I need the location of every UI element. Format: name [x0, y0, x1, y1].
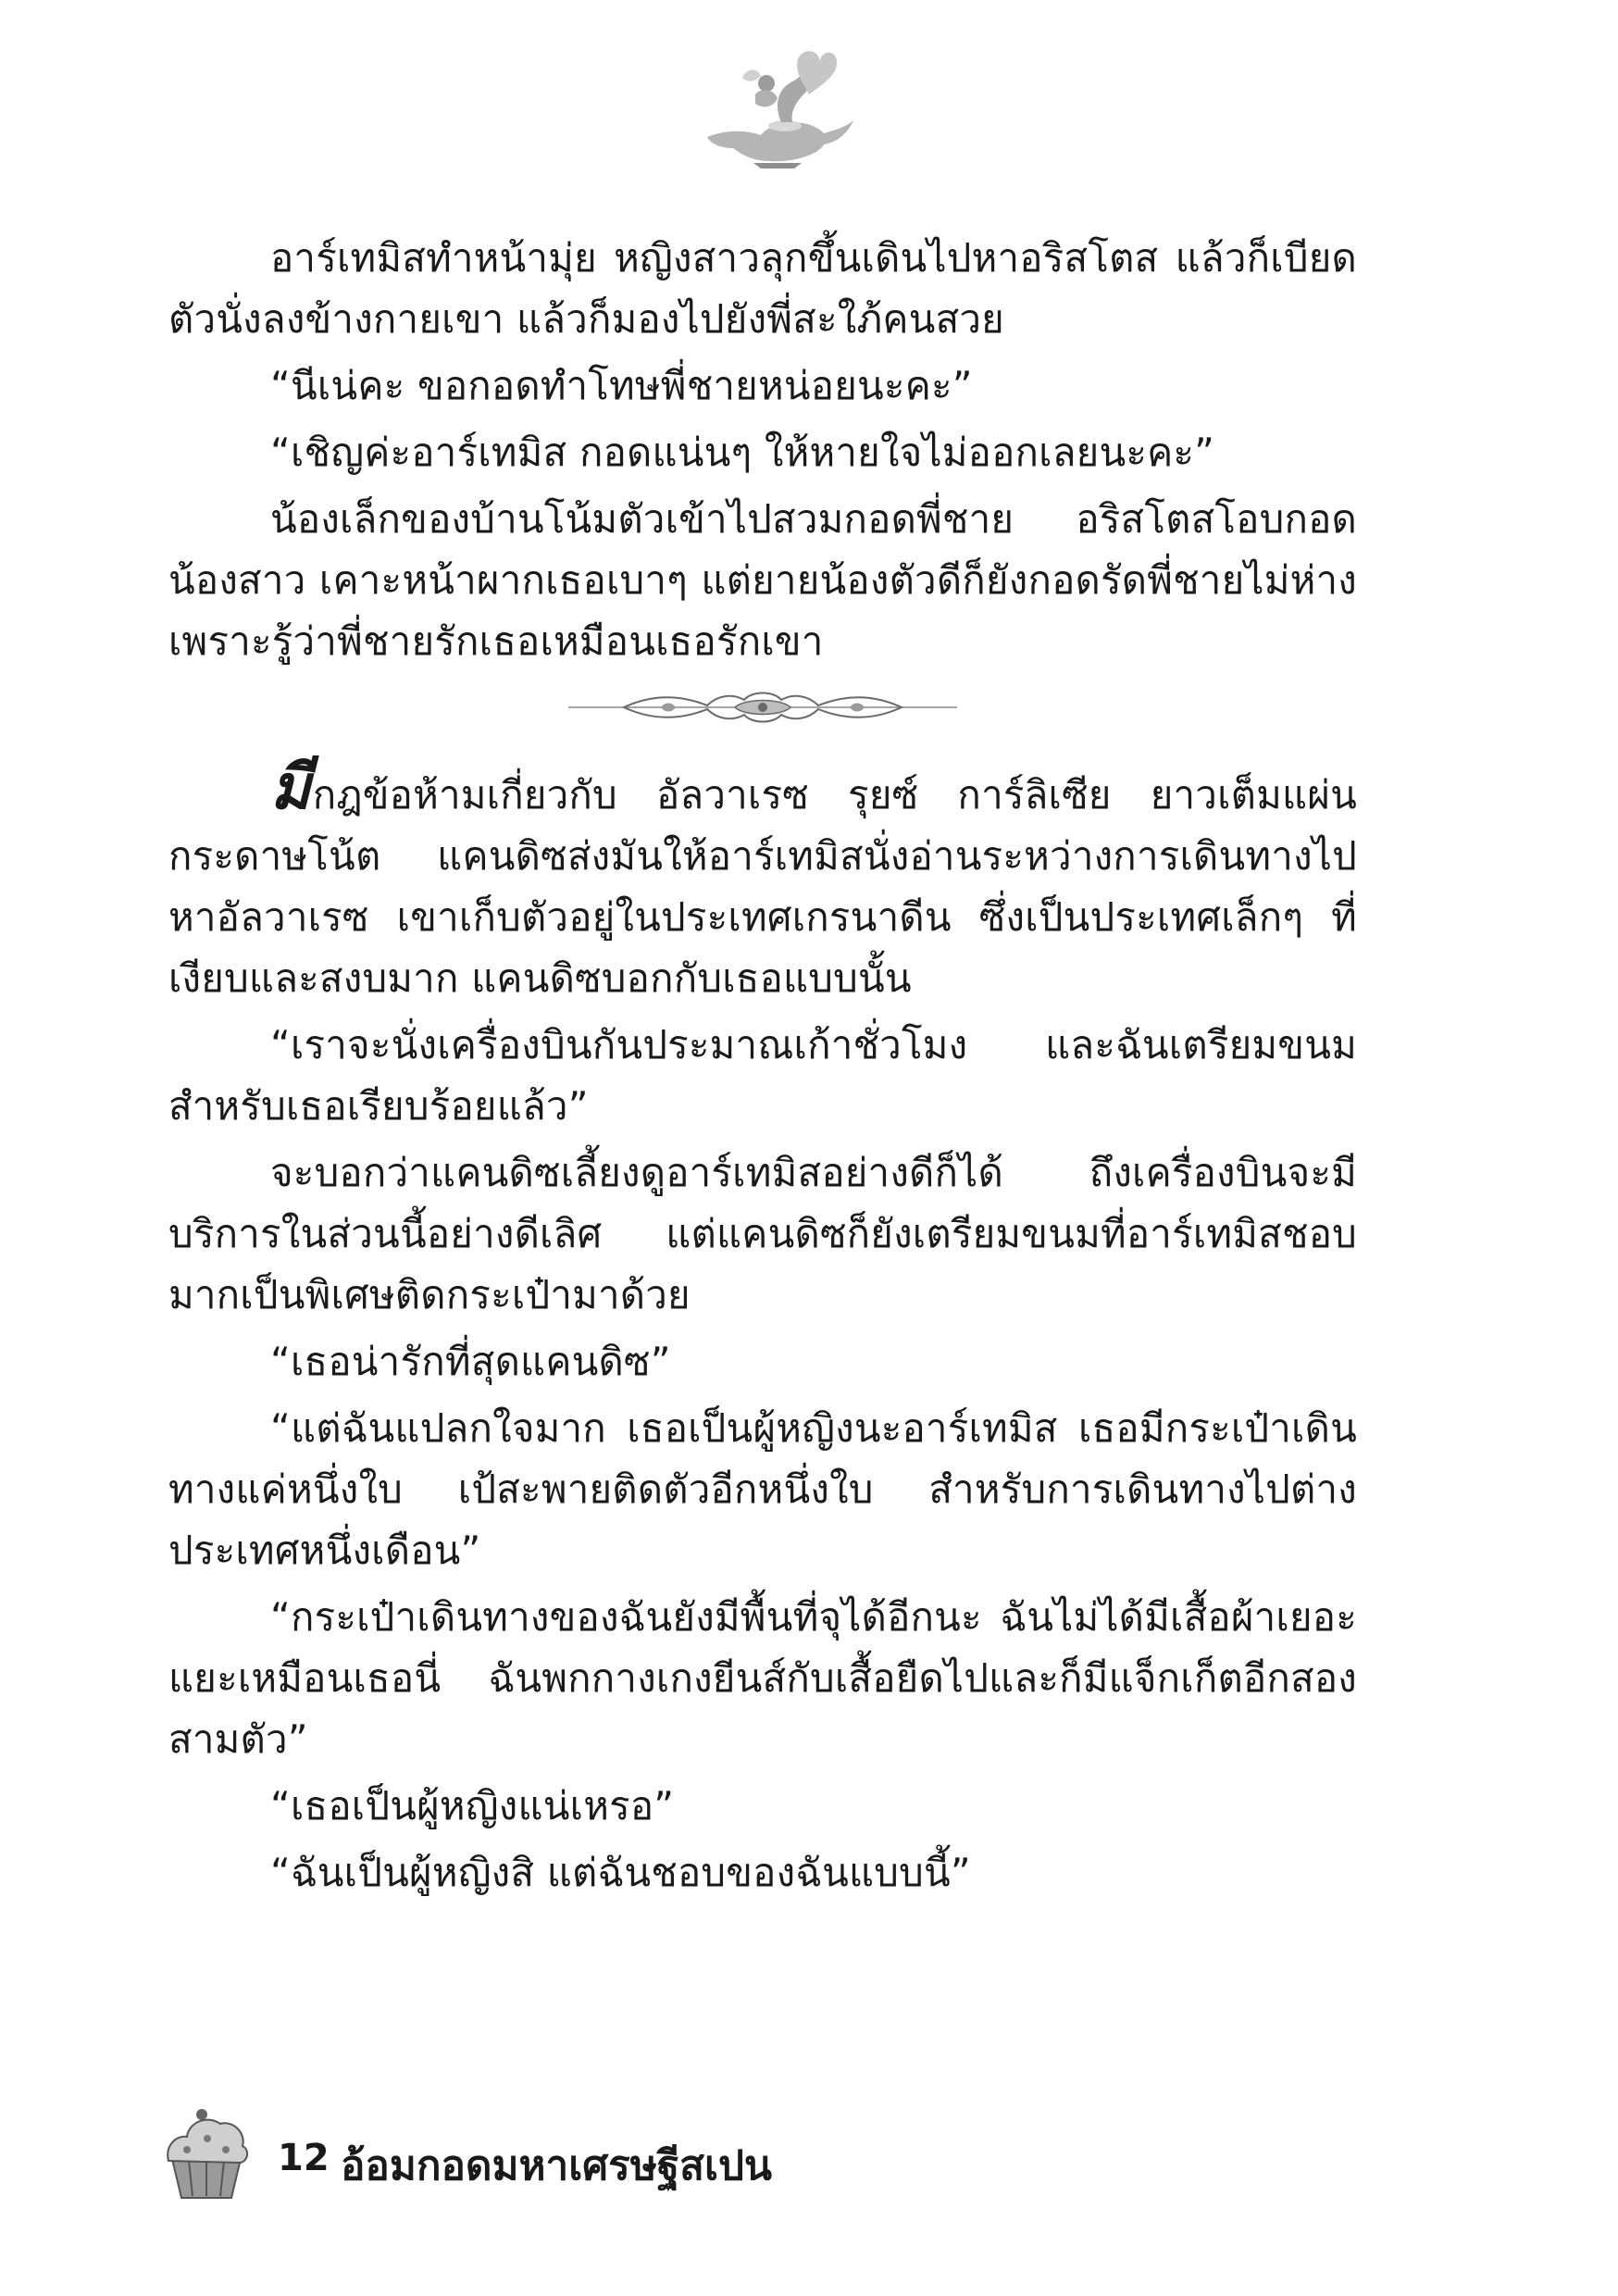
paragraph: “แต่ฉันแปลกใจมาก เธอเป็นผู้หญิงนะอาร์เทมิส เธอมีกระเป๋าเดินทางแค่หนึ่งใบ เป้สะพายติดตัวอีกหนึ่งใบ สำหรับการเดินทางไปต่างประเทศหนึ่งเดือน”: [168, 1405, 1357, 1573]
paragraph: “เชิญค่ะอาร์เทมิส กอดแน่นๆ ให้หายใจไม่ออกเลยนะคะ”: [270, 430, 1215, 475]
book-title: อ้อมกอดมหาเศรษฐีสเปน: [341, 2142, 772, 2190]
paragraph: “เราจะนั่งเครื่องบินกันประมาณเก้าชั่วโมง และฉันเตรียมขนมสำหรับเธอเรียบร้อยแล้ว”: [168, 1022, 1357, 1129]
paragraph: อาร์เทมิสทำหน้ามุ่ย หญิงสาวลุกขึ้นเดินไปหาอริสโตส แล้วก็เบียดตัวนั่งลงข้างกายเขา แล้วก็มองไปยังพี่สะใภ้คนสวย: [168, 235, 1357, 342]
paragraph: “เธอเป็นผู้หญิงแน่เหรอ”: [270, 1783, 675, 1828]
cupcake-icon: [156, 2105, 257, 2207]
genie-lamp-ornament-icon: [689, 41, 855, 170]
paragraph: น้องเล็กของบ้านโน้มตัวเข้าไปสวมกอดพี่ชาย อริสโตสโอบกอดน้องสาว เคาะหน้าผากเธอเบาๆ แต่ยายน้องตัวดีก็ยังกอดรัดพี่ชายไม่ห่าง เพราะรู้ว่าพี่ชายรักเธอเหมือนเธอรักเขา: [168, 496, 1357, 664]
paragraph: “เธอน่ารักที่สุดแคนดิซ”: [270, 1339, 671, 1384]
flourish-divider-icon: [568, 681, 957, 733]
paragraph: “กระเป๋าเดินทางของฉันยังมีพื้นที่จุได้อีกนะ ฉันไม่ได้มีเสื้อผ้าเยอะแยะเหมือนเธอนี่ ฉันพกกางเกงยีนส์กับเสื้อยืดไปและก็มีแจ็กเก็ตอีกสองสามตัว”: [168, 1594, 1357, 1762]
paragraph-text: กฎข้อห้ามเกี่ยวกับ อัลวาเรซ รุยซ์ การ์ลิเซีย ยาวเต็มแผ่นกระดาษโน้ต แคนดิซส่งมันให้อาร์เทมิสนั่งอ่านระหว่างการเดินทางไปหาอัลวาเรซ เขาเก็บตัวอยู่ในประเทศเกรนาดีน ซึ่งเป็นประเทศเล็กๆ ที่เงียบและสงบมาก แคนดิซบอกกับเธอแบบนั้น: [168, 772, 1357, 1001]
page-body: [168, 228, 1357, 1909]
paragraph: จะบอกว่าแคนดิซเลี้ยงดูอาร์เทมิสอย่างดีก็ได้ ถึงเครื่องบินจะมีบริการในส่วนนี้อย่างดีเลิศ แต่แคนดิซก็ยังเตรียมขนมที่อาร์เทมิสชอบมากเป็นพิเศษติดกระเป๋ามาด้วย: [168, 1150, 1357, 1317]
page-number: 12: [278, 2137, 330, 2179]
dropcap: มี: [270, 752, 311, 823]
paragraph: [168, 752, 1357, 1009]
page-footer: [156, 2105, 896, 2207]
paragraph: “ฉันเป็นผู้หญิงสิ แต่ฉันชอบของฉันแบบนี้”: [270, 1850, 971, 1895]
paragraph: “นีเน่คะ ขอกอดทำโทษพี่ชายหน่อยนะคะ”: [270, 363, 973, 408]
